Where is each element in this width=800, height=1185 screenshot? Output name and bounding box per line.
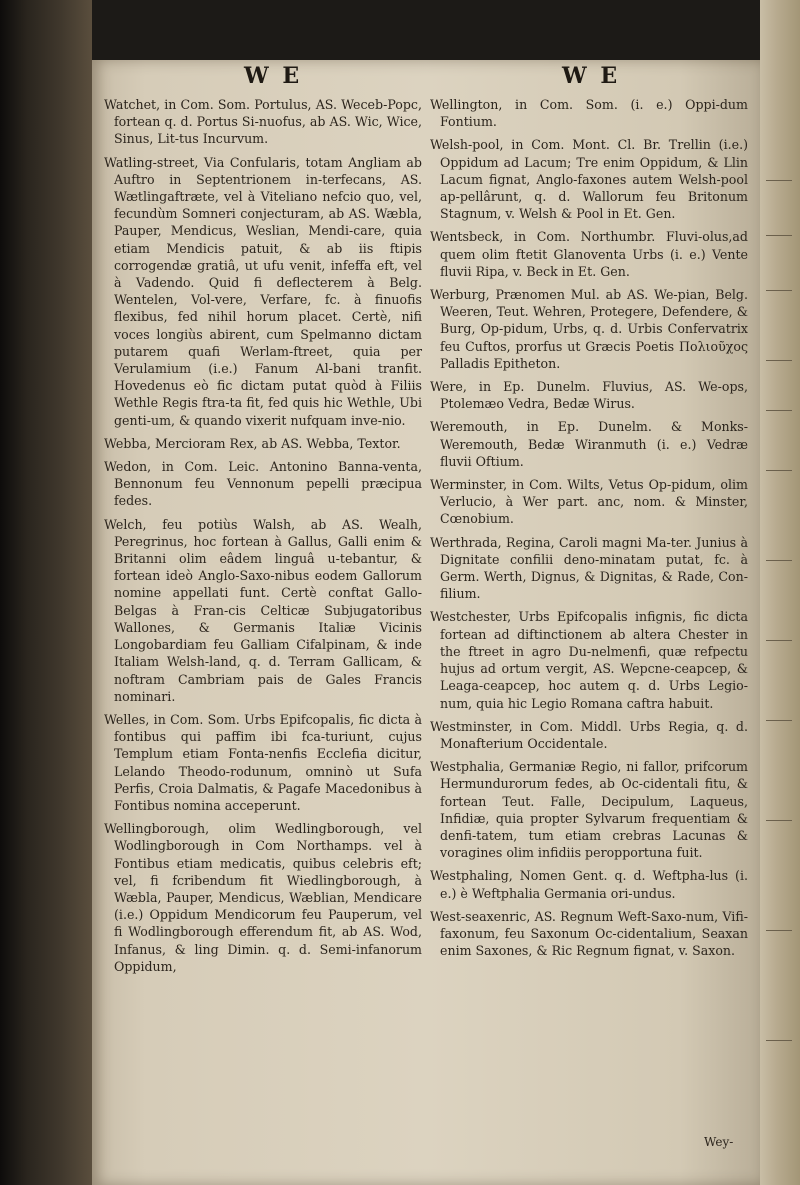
entry-welch: Welch, feu potiùs Walsh, ab AS. Wealh, Peregrinus, hoc fortean à Gallus, Galli enim & Britanni olim eâdem linguâ u-tebantur, & fortean ideò Anglo-Saxo-nibus eodem Gallorum nomine appellati funt. Certè conftat Gallo-Belgas à Fran-cis Celticæ Subjugatoribus Wallones, & Germanis Italiæ Vicinis Longobardiam feu Galliam Cifalpinam, & inde Italiam Welsh-land, q. d. Terram Gallicam, & noftram Cambriam pais de Gales Francis nominari.	[104, 516, 422, 704]
entry-westminster: Westminster, in Com. Middl. Urbs Regia, q. d. Monafterium Occidentale.	[430, 718, 748, 751]
entry-watchet: Watchet, in Com. Som. Portulus, AS. Weceb-Popc, fortean q. d. Portus Si-nuofus, ab AS. Wic, Wice, Sinus, Lit-tus Incurvum.	[104, 97, 422, 147]
running-header-right: W E	[562, 63, 621, 89]
edge-tick	[766, 360, 792, 361]
running-header-left: W E	[244, 63, 303, 89]
entry-werminster: Werminster, in Com. Wilts, Vetus Op-pidum, olim Verlucio, à Wer part. anc, nom. & Minster, Cœnobium.	[430, 477, 748, 527]
entry-wellington: Wellington, in Com. Som. (i. e.) Oppi-dum Fontium.	[430, 97, 748, 130]
edge-tick	[766, 930, 792, 931]
left-column	[104, 96, 422, 981]
edge-tick	[766, 470, 792, 471]
entry-were: Were, in Ep. Dunelm. Fluvius, AS. We-ops, Ptolemæo Vedra, Bedæ Wirus.	[430, 379, 748, 412]
right-column	[430, 96, 748, 965]
entry-west-seaxenric: West-seaxenric, AS. Regnum Weft-Saxo-num, Vifi-faxonum, feu Saxonum Oc-cidentalium, Seaxan enim Saxones, & Ric Regnum fignat, v. Saxon.	[430, 908, 748, 959]
entry-watling-street: Watling-street, Via Confularis, totam Angliam ab Auftro in Septentrionem in-terfecans, AS. Wætlingaftræte, vel à Viteliano nefcio quo, vel, fecundùm Somneri conjecturam, ab AS. Wæbla, Pauper, Mendicus, Weslian, Mendi-care, quia etiam Mendicis patuit, & ab iis ftipis corrogendæ gratiâ, ut ufu venit, infeffa eft, vel à Vadendo. Quid fi deflecterem à Belg. Wentelen, Vol-vere, Verfare, fc. à finuofis flexibus, fed nihil horum placet. Certè, nifi voces longiùs abirent, cum Spelmanno dictam putarem quafi Werlam-ftreet, quia per Verulamium (i.e.) Fanum Al-bani tranfit. Hovedenus eò fic dictam putat quòd à Filiis Wethle Regis ftra-ta fit, fed quis hic Wethle, Ubi genti-um, & quando vixerit nufquam inve-nio.	[104, 154, 422, 428]
edge-tick	[766, 1040, 792, 1041]
edge-tick	[766, 820, 792, 821]
edge-tick	[766, 180, 792, 181]
edge-tick	[766, 640, 792, 641]
edge-tick	[766, 290, 792, 291]
entry-wentsbeck: Wentsbeck, in Com. Northumbr. Fluvi-olus,ad quem olim ftetit Glanoventa Urbs (i. e.) Vente fluvii Ripa, v. Beck in Et. Gen.	[430, 229, 748, 279]
entry-werthrada: Werthrada, Regina, Caroli magni Ma-ter. Junius à Dignitate confilii deno-minatam putat, fc. à Germ. Werth, Dignus, & Dignitas, & Rade, Con-filium.	[430, 534, 748, 602]
catchword: Wey-	[704, 1135, 734, 1149]
edge-tick	[766, 560, 792, 561]
entry-wellingborough: Wellingborough, olim Wedlingborough, vel Wodlingborough in Com Northamps. vel à Fontibus etiam medicatis, quibus celebris eft; vel, fi fcribendum fit Wiedlingborough, à Wæbla, Pauper, Mendicus, Wæblian, Mendicare (i.e.) Oppidum Mendicorum feu Pauperum, vel fi Wodlingborough efferendum fit, ab AS. Wod, Infanus, & ling Dimin. q. d. Semi-infanorum Oppidum,	[104, 821, 422, 974]
edge-tick	[766, 235, 792, 236]
entry-welsh-pool: Welsh-pool, in Com. Mont. Cl. Br. Trellin (i.e.) Oppidum ad Lacum; Tre enim Oppidum, & Llin Lacum fignat, Anglo-faxones autem Welsh-pool ap-pellârunt, q. d. Wallorum feu Britonum Stagnum, v. Welsh & Pool in Et. Gen.	[430, 137, 748, 222]
book-gutter-shadow	[0, 0, 92, 1185]
entry-westchester: Westchester, Urbs Epifcopalis infignis, fic dicta fortean ad diftinctionem ab altera Chester in the ftreet in agro Du-nelmenfi, quæ refpectu hujus ad ortum vergit, AS. Wepcne-ceapcep, & Leaga-ceapcep, hoc autem q. d. Urbs Legio-num, quia hic Legio Romana caftra habuit.	[430, 609, 748, 711]
edge-tick	[766, 410, 792, 411]
entry-webba: Webba, Mercioram Rex, ab AS. Webba, Textor.	[104, 435, 401, 451]
entry-wedon: Wedon, in Com. Leic. Antonino Banna-venta, Bennonum feu Vennonum pepelli præcipua fedes.	[104, 459, 422, 509]
entry-westphaling: Westphaling, Nomen Gent. q. d. Weftpha-lus (i. e.) è Weftphalia Germania ori-undus.	[430, 868, 748, 901]
entry-welles: Welles, in Com. Som. Urbs Epifcopalis, fic dicta à fontibus qui paffim ibi fca-turiunt, cujus Templum etiam Fonta-nenfis Ecclefia dicitur, Lelando Theodo-rodunum, omninò ut Sufa Perfis, Croia Dalmatis, & Pagafe Macedonibus à Fontibus nomina acceperunt.	[104, 711, 422, 813]
edge-tick	[766, 720, 792, 721]
entry-westphalia: Westphalia, Germaniæ Regio, ni fallor, prifcorum Hermundurorum fedes, ab Oc-cidentali fitu, & fortean Teut. Falle, Decipulum, Laqueus, Infidiæ, quia propter Sylvarum frequentiam & denfi-tatem, tum etiam crebras Lacunas & voragines olim infidiis peropportuna fuit.	[430, 759, 748, 861]
next-page-edge	[760, 0, 800, 1185]
entry-werburg: Werburg, Prænomen Mul. ab AS. We-pian, Belg. Weeren, Teut. Wehren, Protegere, Defendere, & Burg, Op-pidum, Urbs, q. d. Urbis Confervatrix feu Cuftos, prorfus ut Græcis Poetis Πολιοῦχος Palladis Epitheton.	[430, 287, 748, 371]
entry-weremouth: Weremouth, in Ep. Dunelm. & Monks-Weremouth, Bedæ Wiranmuth (i. e.) Vedræ fluvii Oftium.	[430, 419, 748, 469]
